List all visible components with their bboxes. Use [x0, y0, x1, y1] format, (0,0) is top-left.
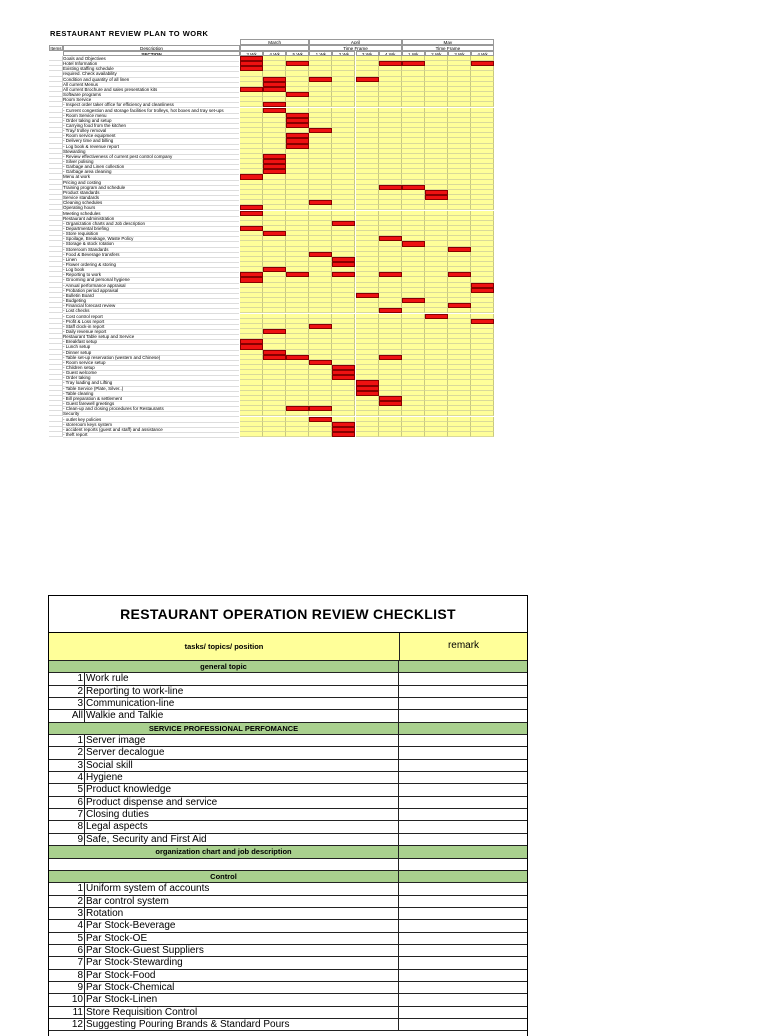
checklist-row: [49, 809, 527, 821]
remark-cell[interactable]: [399, 784, 527, 795]
item-number: 4: [49, 772, 85, 783]
remark-cell[interactable]: [399, 859, 527, 870]
plan-row-label: Existing staffing schedule: [63, 66, 239, 72]
plan-row-label: Meeting schedules: [63, 211, 239, 217]
checklist-task-cell: [49, 673, 399, 684]
checklist-task-cell: [49, 908, 399, 919]
checklist-title: RESTAURANT OPERATION REVIEW CHECKLIST: [49, 596, 527, 633]
item-number: 10: [49, 994, 85, 1005]
checklist-task-cell: [49, 723, 399, 734]
plan-row-label: - Lunch setup: [63, 344, 239, 350]
item-text: Legal aspects: [86, 821, 148, 833]
checklist-row: [49, 797, 527, 809]
plan-row-label: Goals and Objectives: [63, 56, 239, 62]
plan-week-cell: [379, 432, 402, 437]
item-number: 1: [49, 883, 85, 894]
remark-cell[interactable]: [399, 809, 527, 820]
plan-row-label: - Bulletin Board: [63, 293, 239, 299]
plan-row-label: - Reporting to work: [63, 272, 239, 278]
checklist-task-cell: [49, 970, 399, 981]
plan-row-label: - Room service equipment: [63, 133, 239, 139]
item-number: 5: [49, 784, 85, 795]
plan-row-label: - Financial forecast review: [63, 303, 239, 309]
checklist-row: [49, 673, 527, 685]
item-number: 6: [49, 945, 85, 956]
plan-row-label: - Silver polising: [63, 159, 239, 165]
plan-row-label: Software programs: [63, 92, 239, 98]
checklist-body: [49, 661, 527, 1031]
header-remark: remark: [447, 640, 480, 651]
item-text: Bar control system: [86, 895, 169, 907]
week-header: 4 Wk: [379, 51, 402, 56]
week-header: 5 Wk: [286, 51, 309, 56]
checklist-task-cell: [49, 747, 399, 758]
plan-row-label: - Guest farewell greetings: [63, 401, 239, 407]
item-text: Par Stock-Food: [86, 969, 156, 981]
checklist-task-cell: [49, 871, 399, 882]
checklist-row: [49, 710, 527, 722]
remark-cell[interactable]: [399, 686, 527, 697]
plan-row-label: Restaurant administration: [63, 216, 239, 222]
checklist-task-cell: [49, 846, 399, 857]
plan-row-label: Restaurant Table setup and Service: [63, 334, 239, 340]
remark-cell[interactable]: [399, 871, 527, 882]
plan-row-label: Pricing and costing: [63, 180, 239, 186]
month-0: March: [240, 39, 309, 45]
category-label: general topic: [200, 662, 247, 672]
plan-row-label: All current Menus: [63, 82, 239, 88]
remark-cell[interactable]: [399, 1007, 527, 1018]
remark-cell[interactable]: [399, 797, 527, 808]
checklist-task-cell: [49, 686, 399, 697]
item-text: Par Stock-Chemical: [86, 981, 175, 993]
plan-row-label: - Profit & Loss report: [63, 319, 239, 325]
plan-row-label: required. Check availability: [63, 71, 239, 77]
header-tasks: tasks/ topics/ position: [49, 633, 400, 660]
plan-row-label: Service standards: [63, 195, 239, 201]
item-number: All: [49, 710, 85, 721]
week-header: 3 Wk: [448, 51, 471, 56]
checklist-row: [49, 920, 527, 932]
checklist-row: [49, 945, 527, 957]
checklist-task-cell: [49, 834, 399, 845]
remark-cell[interactable]: [399, 970, 527, 981]
checklist-row: [49, 772, 527, 784]
item-text: Par Stock-OE: [86, 932, 148, 944]
item-text: Suggesting Pouring Brands & Standard Pours: [86, 1018, 290, 1030]
checklist-row: [49, 747, 527, 759]
checklist-header: [49, 633, 527, 661]
checklist-row: [49, 859, 527, 871]
checklist-task-cell: [49, 821, 399, 832]
plan-row-label: - Review effectiveness of current pest control company: [63, 154, 239, 160]
item-number: 3: [49, 698, 85, 709]
item-text: Reporting to work-line: [86, 685, 184, 697]
remark-cell[interactable]: [399, 760, 527, 771]
plan-row-label: Menu at work: [63, 174, 239, 180]
checklist-task-cell: [49, 784, 399, 795]
checklist-task-cell: [49, 859, 399, 870]
remark-cell[interactable]: [399, 723, 527, 734]
item-text: Product knowledge: [86, 784, 172, 796]
header-items: Items: [50, 46, 62, 51]
checklist-category-row: [49, 871, 527, 883]
remark-cell[interactable]: [399, 747, 527, 758]
plan-row-label: - Garbage area cleaning: [63, 169, 239, 175]
checklist-row: [49, 957, 527, 969]
checklist-row: [49, 994, 527, 1006]
item-text: Par Stock-Linen: [86, 994, 158, 1006]
plan-row-label: - Table clearing: [63, 391, 239, 397]
plan-row-label: - Clean-up and closing procedures for Restaurants: [63, 406, 239, 412]
plan-row-label: - Log book: [63, 267, 239, 273]
plan-row-label: - Carrying food from the kitchen: [63, 123, 239, 129]
plan-row-label: - Log book & revenue report: [63, 144, 239, 150]
remark-cell[interactable]: [399, 883, 527, 894]
week-header: 3 Wk: [240, 51, 263, 56]
week-header: 2 Wk: [332, 51, 355, 56]
remark-cell[interactable]: [399, 945, 527, 956]
month-1: April: [309, 39, 401, 45]
plan-row-label: - Order taking and setup: [63, 118, 239, 124]
plan-row-label: - Grooming and personal hygiene: [63, 277, 239, 283]
checklist-row: [49, 784, 527, 796]
header-section: SECTION: [63, 51, 240, 56]
item-number: 3: [49, 908, 85, 919]
checklist-row: [49, 760, 527, 772]
item-number: 2: [49, 747, 85, 758]
plan-row-label: - Probation period appraisal: [63, 288, 239, 294]
item-number: 2: [49, 686, 85, 697]
item-text: Par Stock-Guest Suppliers: [86, 944, 204, 956]
item-text: Hygiene: [86, 772, 123, 784]
remark-cell[interactable]: [399, 821, 527, 832]
remark-cell[interactable]: [399, 735, 527, 746]
plan-row-label: - Departmental briefing: [63, 226, 239, 232]
plan-row-label: - Dinner setup: [63, 350, 239, 356]
checklist-category-row: [49, 846, 527, 858]
checklist-row: [49, 933, 527, 945]
plan-week-cell: [402, 432, 425, 437]
remark-cell[interactable]: [399, 896, 527, 907]
checklist-row: [49, 896, 527, 908]
item-number: 2: [49, 896, 85, 907]
item-text: Communication-line: [86, 698, 175, 710]
plan-row-label: Operating hours: [63, 205, 239, 211]
week-header: 4 Wk: [263, 51, 286, 56]
item-text: Product dispense and service: [86, 796, 218, 808]
checklist-row: [49, 698, 527, 710]
item-text: Store Requisition Control: [86, 1006, 198, 1018]
remark-cell[interactable]: [399, 834, 527, 845]
checklist-row: [49, 970, 527, 982]
plan-week-cell: [425, 432, 448, 437]
item-number: 7: [49, 809, 85, 820]
plan-row-label: - outlet key policies: [63, 417, 239, 423]
item-text: Par Stock-Beverage: [86, 920, 176, 932]
plan-row-label: - Organization charts and Job description: [63, 221, 239, 227]
checklist-row: [49, 834, 527, 846]
month-2: May: [402, 39, 494, 45]
item-number: 12: [49, 1019, 85, 1030]
item-number: 1: [49, 735, 85, 746]
checklist-task-cell: [49, 994, 399, 1005]
item-text: Safe, Security and First Aid: [86, 833, 207, 845]
item-number: 8: [49, 821, 85, 832]
item-number: 6: [49, 797, 85, 808]
plan-row-label: Cleaning schedules: [63, 200, 239, 206]
checklist-row: [49, 1019, 527, 1031]
plan-row-label: - Linen: [63, 257, 239, 263]
time-frame-2: Time Frame: [402, 45, 494, 51]
item-number: 9: [49, 982, 85, 993]
item-text: Par Stock-Stewarding: [86, 957, 183, 969]
plan-row-label: - Room Service menu: [63, 113, 239, 119]
checklist-task-cell: [49, 1019, 399, 1030]
plan-row-label: - Children setup: [63, 365, 239, 371]
plan-grid: [49, 39, 493, 521]
checklist-row: [49, 982, 527, 994]
item-number: 4: [49, 920, 85, 931]
checklist-task-cell: [49, 982, 399, 993]
item-number: 7: [49, 957, 85, 968]
item-text: Social skill: [86, 759, 133, 771]
week-header: 1 Wk: [309, 51, 332, 56]
remark-cell[interactable]: [399, 846, 527, 857]
header-description: Description: [63, 45, 240, 51]
plan-row-item: [49, 432, 63, 437]
item-text: Server image: [86, 735, 146, 747]
plan-week-cell: [309, 432, 332, 437]
scheduled-week-marker: [332, 432, 355, 437]
remark-cell[interactable]: [399, 698, 527, 709]
checklist-category-row: [49, 723, 527, 735]
week-header: 3 Wk: [356, 51, 379, 56]
checklist-task-cell: [49, 957, 399, 968]
plan-row-label: - Order taking: [63, 375, 239, 381]
item-number: 1: [49, 673, 85, 684]
checklist-category-row: [49, 661, 527, 673]
remark-cell[interactable]: [399, 920, 527, 931]
checklist-task-cell: [49, 661, 399, 672]
item-text: Server decalogue: [86, 747, 165, 759]
plan-title: RESTAURANT REVIEW PLAN TO WORK: [50, 29, 209, 38]
item-text: Closing duties: [86, 809, 149, 821]
plan-row-label: Hotel Information: [63, 61, 239, 67]
checklist-row: [49, 908, 527, 920]
item-number: 9: [49, 834, 85, 845]
week-header: 1 Wk: [402, 51, 425, 56]
plan-row-label: - Daily revenue report: [63, 329, 239, 335]
category-label: Control: [210, 872, 237, 882]
plan-row-label: - Staff clock-in report: [63, 324, 239, 330]
remark-cell[interactable]: [399, 710, 527, 721]
remark-cell[interactable]: [399, 673, 527, 684]
category-label: SERVICE PROFESSIONAL PERFOMANCE: [148, 723, 299, 733]
plan-row-label: Training program and schedule: [63, 185, 239, 191]
plan-row-label: Security: [63, 411, 239, 417]
remark-cell[interactable]: [399, 933, 527, 944]
week-header: 4 Wk: [471, 51, 494, 56]
checklist-task-cell: [49, 797, 399, 808]
plan-row-label: - Flower ordering & storing: [63, 262, 239, 268]
plan-row-label: - Storage & stock rotation: [63, 241, 239, 247]
plan-week-cell: [240, 432, 263, 437]
checklist-task-cell: [49, 896, 399, 907]
checklist-task-cell: [49, 760, 399, 771]
plan-row-label: - Lost checks: [63, 308, 239, 314]
plan-row-label: - accident reports (guest and staff) and assistance: [63, 427, 239, 433]
plan-row-label: - Annual performance appraisal: [63, 283, 239, 289]
item-text: Rotation: [86, 907, 124, 919]
checklist-task-cell: [49, 920, 399, 931]
checklist-task-cell: [49, 735, 399, 746]
plan-row-label: - Spoilage, Breakage, Waste Policy: [63, 236, 239, 242]
checklist-task-cell: [49, 1007, 399, 1018]
time-frame-1: Time Frame: [309, 45, 401, 51]
plan-row-label: - Food & Beverage transfers: [63, 252, 239, 258]
plan-row-label: - Tray/ trolley removal: [63, 128, 239, 134]
remark-cell[interactable]: [399, 1019, 527, 1030]
plan-row-label: All current Brochure and sales presentation kits: [63, 87, 239, 93]
plan-row-label: - Tray loading and Lifting: [63, 380, 239, 386]
checklist-task-cell: [49, 945, 399, 956]
plan-row-label: - Bill preparation & settlement: [63, 396, 239, 402]
item-text: Walkie and Talkie: [86, 710, 164, 722]
remark-cell[interactable]: [399, 994, 527, 1005]
plan-row-label: - Room service setup: [63, 360, 239, 366]
checklist-row: [49, 883, 527, 895]
plan-row-label: Room Service: [63, 97, 239, 103]
remark-cell[interactable]: [399, 957, 527, 968]
plan-week-cell: [471, 432, 494, 437]
item-number: 11: [49, 1007, 85, 1018]
item-number: 8: [49, 970, 85, 981]
checklist-task-cell: [49, 809, 399, 820]
item-text: Uniform system of accounts: [86, 883, 210, 895]
plan-week-cell: [356, 432, 379, 437]
plan-row-label: - Breakfast setup: [63, 339, 239, 345]
plan-week-cell: [448, 432, 471, 437]
checklist-row: [49, 735, 527, 747]
plan-week-cell: [286, 432, 309, 437]
plan-row-label: - storeroom keys system: [63, 422, 239, 428]
item-number: 3: [49, 760, 85, 771]
plan-row-label: - Inspect order taker office for efficiency and cleanliness: [63, 102, 239, 108]
remark-cell[interactable]: [399, 772, 527, 783]
remark-cell[interactable]: [399, 661, 527, 672]
plan-row-label: - Store requisition: [63, 231, 239, 237]
checklist-task-cell: [49, 710, 399, 721]
plan-row-label: - Delivery time and billing: [63, 138, 239, 144]
remark-cell[interactable]: [399, 982, 527, 993]
plan-week-cell: [263, 432, 286, 437]
item-number: 5: [49, 933, 85, 944]
plan-row-label: - Garbage and Linen collection: [63, 164, 239, 170]
plan-row-label: - Budgeting: [63, 298, 239, 304]
plan-row-label: Product standards: [63, 190, 239, 196]
checklist-task-cell: [49, 933, 399, 944]
plan-row-label: - Table Service (Plate, Silver..): [63, 386, 239, 392]
plan-row-label: - theft report: [63, 432, 239, 438]
checklist-row: [49, 821, 527, 833]
checklist-row: [49, 686, 527, 698]
week-header: 2 Wk: [425, 51, 448, 56]
checklist-task-cell: [49, 883, 399, 894]
plan-row-label: - Current congestion and storage facilities for trolleys, hot boxes and tray set-ups: [63, 108, 239, 114]
category-label: organization chart and job description: [155, 847, 292, 857]
checklist-task-cell: [49, 698, 399, 709]
plan-row-label: Condition and quantity of all linen: [63, 77, 239, 83]
plan-row-label: - Guest welcome: [63, 370, 239, 376]
remark-cell[interactable]: [399, 908, 527, 919]
plan-row-label: - Storeroom Standards: [63, 247, 239, 253]
plan-row-label: - Table set-up reservation (western and Chinese): [63, 355, 239, 361]
plan-row-label: Stewarding: [63, 149, 239, 155]
plan-row-label: - Cost control report: [63, 314, 239, 320]
item-text: Work rule: [86, 673, 129, 685]
checklist-row: [49, 1007, 527, 1019]
checklist-table: [48, 595, 528, 1036]
checklist-task-cell: [49, 772, 399, 783]
